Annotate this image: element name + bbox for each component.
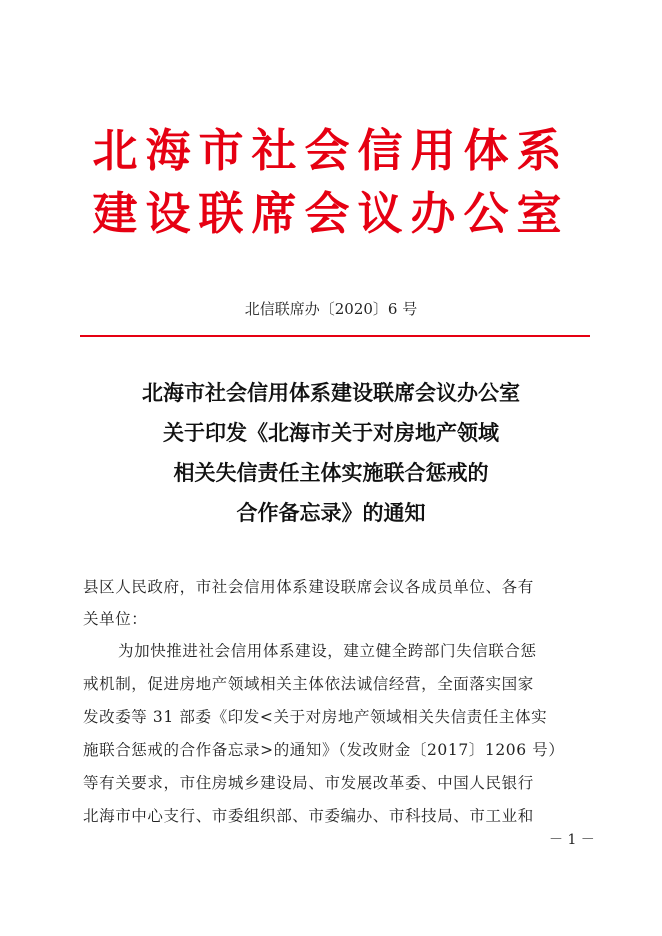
- notice-title-line-2: 关于印发《北海市关于对房地产领域: [163, 421, 499, 445]
- page-number: － 1 －: [549, 832, 595, 848]
- body-line-3: 发改委等 31 部委《印发<关于对房地产领域相关失信责任主体实: [83, 708, 548, 726]
- issuer-title-line-1: 北海市社会信用体系: [92, 124, 570, 177]
- notice-title-line-4: 合作备忘录》的通知: [236, 501, 426, 525]
- body-line-2: 戒机制，促进房地产领域相关主体依法诚信经营，全面落实国家: [83, 675, 534, 693]
- addressee-line-1: 县区人民政府，市社会信用体系建设联席会议各成员单位、各有: [83, 578, 534, 596]
- addressee-line-2: 关单位：: [83, 610, 148, 628]
- body-line-4: 施联合惩戒的合作备忘录>的通知》（发改财金〔2017〕1206 号）: [83, 741, 565, 759]
- body-line-5: 等有关要求，市住房城乡建设局、市发展改革委、中国人民银行: [83, 774, 534, 792]
- notice-title-line-1: 北海市社会信用体系建设联席会议办公室: [142, 381, 520, 405]
- red-divider-line: [80, 335, 590, 337]
- body-line-1: 为加快推进社会信用体系建设，建立健全跨部门失信联合惩: [118, 642, 537, 660]
- issuer-title-line-2: 建设联席会议办公室: [92, 187, 570, 240]
- notice-title-line-3: 相关失信责任主体实施联合惩戒的: [173, 461, 489, 485]
- body-line-6: 北海市中心支行、市委组织部、市委编办、市科技局、市工业和: [83, 807, 534, 825]
- document-number: 北信联席办〔2020〕6 号: [244, 300, 418, 318]
